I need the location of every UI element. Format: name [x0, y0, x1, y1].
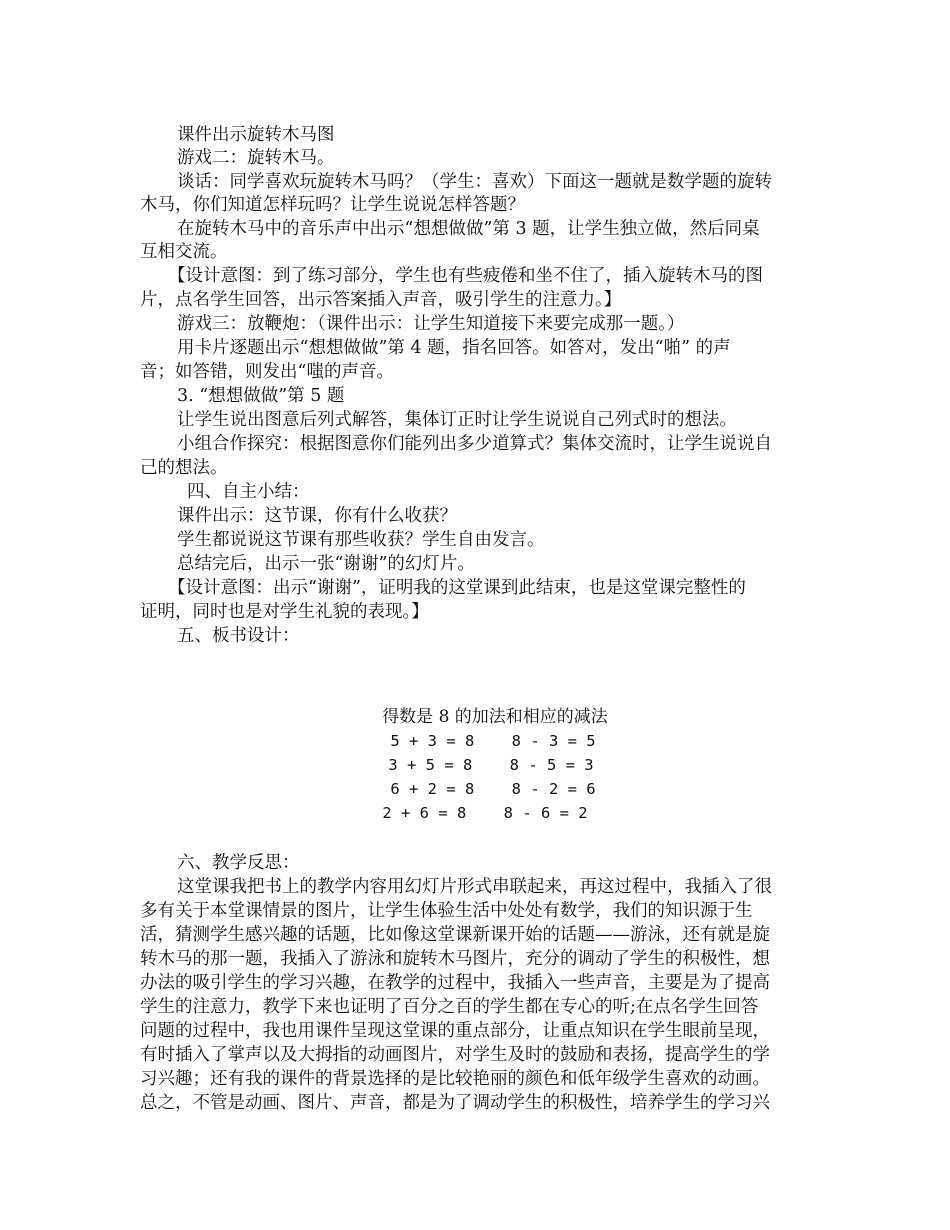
- text-line: 在旋转木马中的音乐声中出示“想想做做”第 3 题，让学生独立做，然后同桌: [177, 219, 760, 239]
- text-line: 课件出示：这节课，你有什么收获？: [177, 506, 457, 526]
- text-line: 学生的注意力，教学下来也证明了百分之百的学生都在专心的听;在点名学生回答: [140, 997, 759, 1017]
- board-equation-row: 2 + 6 = 8 8 - 6 = 2: [382, 804, 588, 822]
- text-line: 3. “想想做做”第 5 题: [177, 386, 345, 406]
- text-line: 学生都说说这节课有那些收获？学生自由发言。: [177, 530, 545, 550]
- text-line: 让学生说出图意后列式解答，集体订正时让学生说说自己列式时的想法。: [177, 410, 737, 430]
- board-equation-row: 6 + 2 = 8 8 - 2 = 6: [390, 780, 596, 798]
- text-line: 木马，你们知道怎样玩吗？让学生说说怎样答题？: [140, 195, 525, 215]
- text-line: 多有关于本堂课情景的图片，让学生体验生活中处处有数学，我们的知识源于生: [140, 901, 753, 921]
- section-heading: 六、教学反思：: [177, 853, 300, 873]
- text-line: 小组合作探究：根据图意你们能列出多少道算式？集体交流时，让学生说说自: [177, 434, 772, 454]
- text-line: 有时插入了掌声以及大拇指的动画图片，对学生及时的鼓励和表扬，提高学生的学: [140, 1045, 770, 1065]
- design-intent-note: 【设计意图：到了练习部分，学生也有些疲倦和坐不住了，插入旋转木马的图: [168, 266, 763, 286]
- text-line: 用卡片逐题出示“想想做做”第 4 题，指名回答。如答对，发出“啪” 的声: [177, 338, 731, 358]
- section-heading: 四、自主小结：: [187, 482, 310, 502]
- section-heading: 五、板书设计：: [177, 626, 300, 646]
- text-line: 习兴趣；还有我的课件的背景选择的是比较艳丽的颜色和低年级学生喜欢的动画。: [140, 1069, 770, 1089]
- text-line: 己的想法。: [140, 458, 228, 478]
- text-line: 课件出示旋转木马图: [177, 125, 335, 145]
- text-line: 活，猜测学生感兴趣的话题，比如像这堂课新课开始的话题——游泳，还有就是旋: [140, 925, 770, 945]
- text-line: 片，点名学生回答，出示答案插入声音，吸引学生的注意力。】: [140, 290, 622, 310]
- board-title: 得数是 8 的加法和相应的减法: [382, 707, 608, 727]
- text-line: 游戏三：放鞭炮：（课件出示：让学生知道接下来要完成那一题。）: [177, 314, 685, 334]
- text-line: 游戏二：旋转木马。: [177, 148, 335, 168]
- text-line: 总之，不管是动画、图片、声音，都是为了调动学生的积极性，培养学生的学习兴: [140, 1093, 770, 1113]
- board-equation-row: 5 + 3 = 8 8 - 3 = 5: [390, 732, 596, 750]
- text-line: 这堂课我把书上的教学内容用幻灯片形式串联起来，再这过程中，我插入了很: [177, 877, 772, 897]
- design-intent-note: 【设计意图：出示“谢谢”，证明我的这堂课到此结束，也是这堂课完整性的: [168, 578, 746, 598]
- text-line: 问题的过程中，我也用课件呈现这堂课的重点部分，让重点知识在学生眼前呈现，: [140, 1021, 770, 1041]
- text-line: 证明，同时也是对学生礼貌的表现。】: [140, 602, 429, 622]
- text-line: 音；如答错，则发出“嗤的声音。: [140, 362, 394, 382]
- text-line: 办法的吸引学生的学习兴趣，在教学的过程中，我插入一些声音，主要是为了提高: [140, 973, 770, 993]
- text-line: 转木马的那一题，我插入了游泳和旋转木马图片，充分的调动了学生的积极性，想: [140, 949, 770, 969]
- text-line: 总结完后，出示一张“谢谢”的幻灯片。: [177, 554, 475, 574]
- text-line: 互相交流。: [140, 242, 228, 262]
- text-line: 谈话：同学喜欢玩旋转木马吗？（学生：喜欢）下面这一题就是数学题的旋转: [177, 172, 772, 192]
- board-equation-row: 3 + 5 = 8 8 - 5 = 3: [388, 756, 594, 774]
